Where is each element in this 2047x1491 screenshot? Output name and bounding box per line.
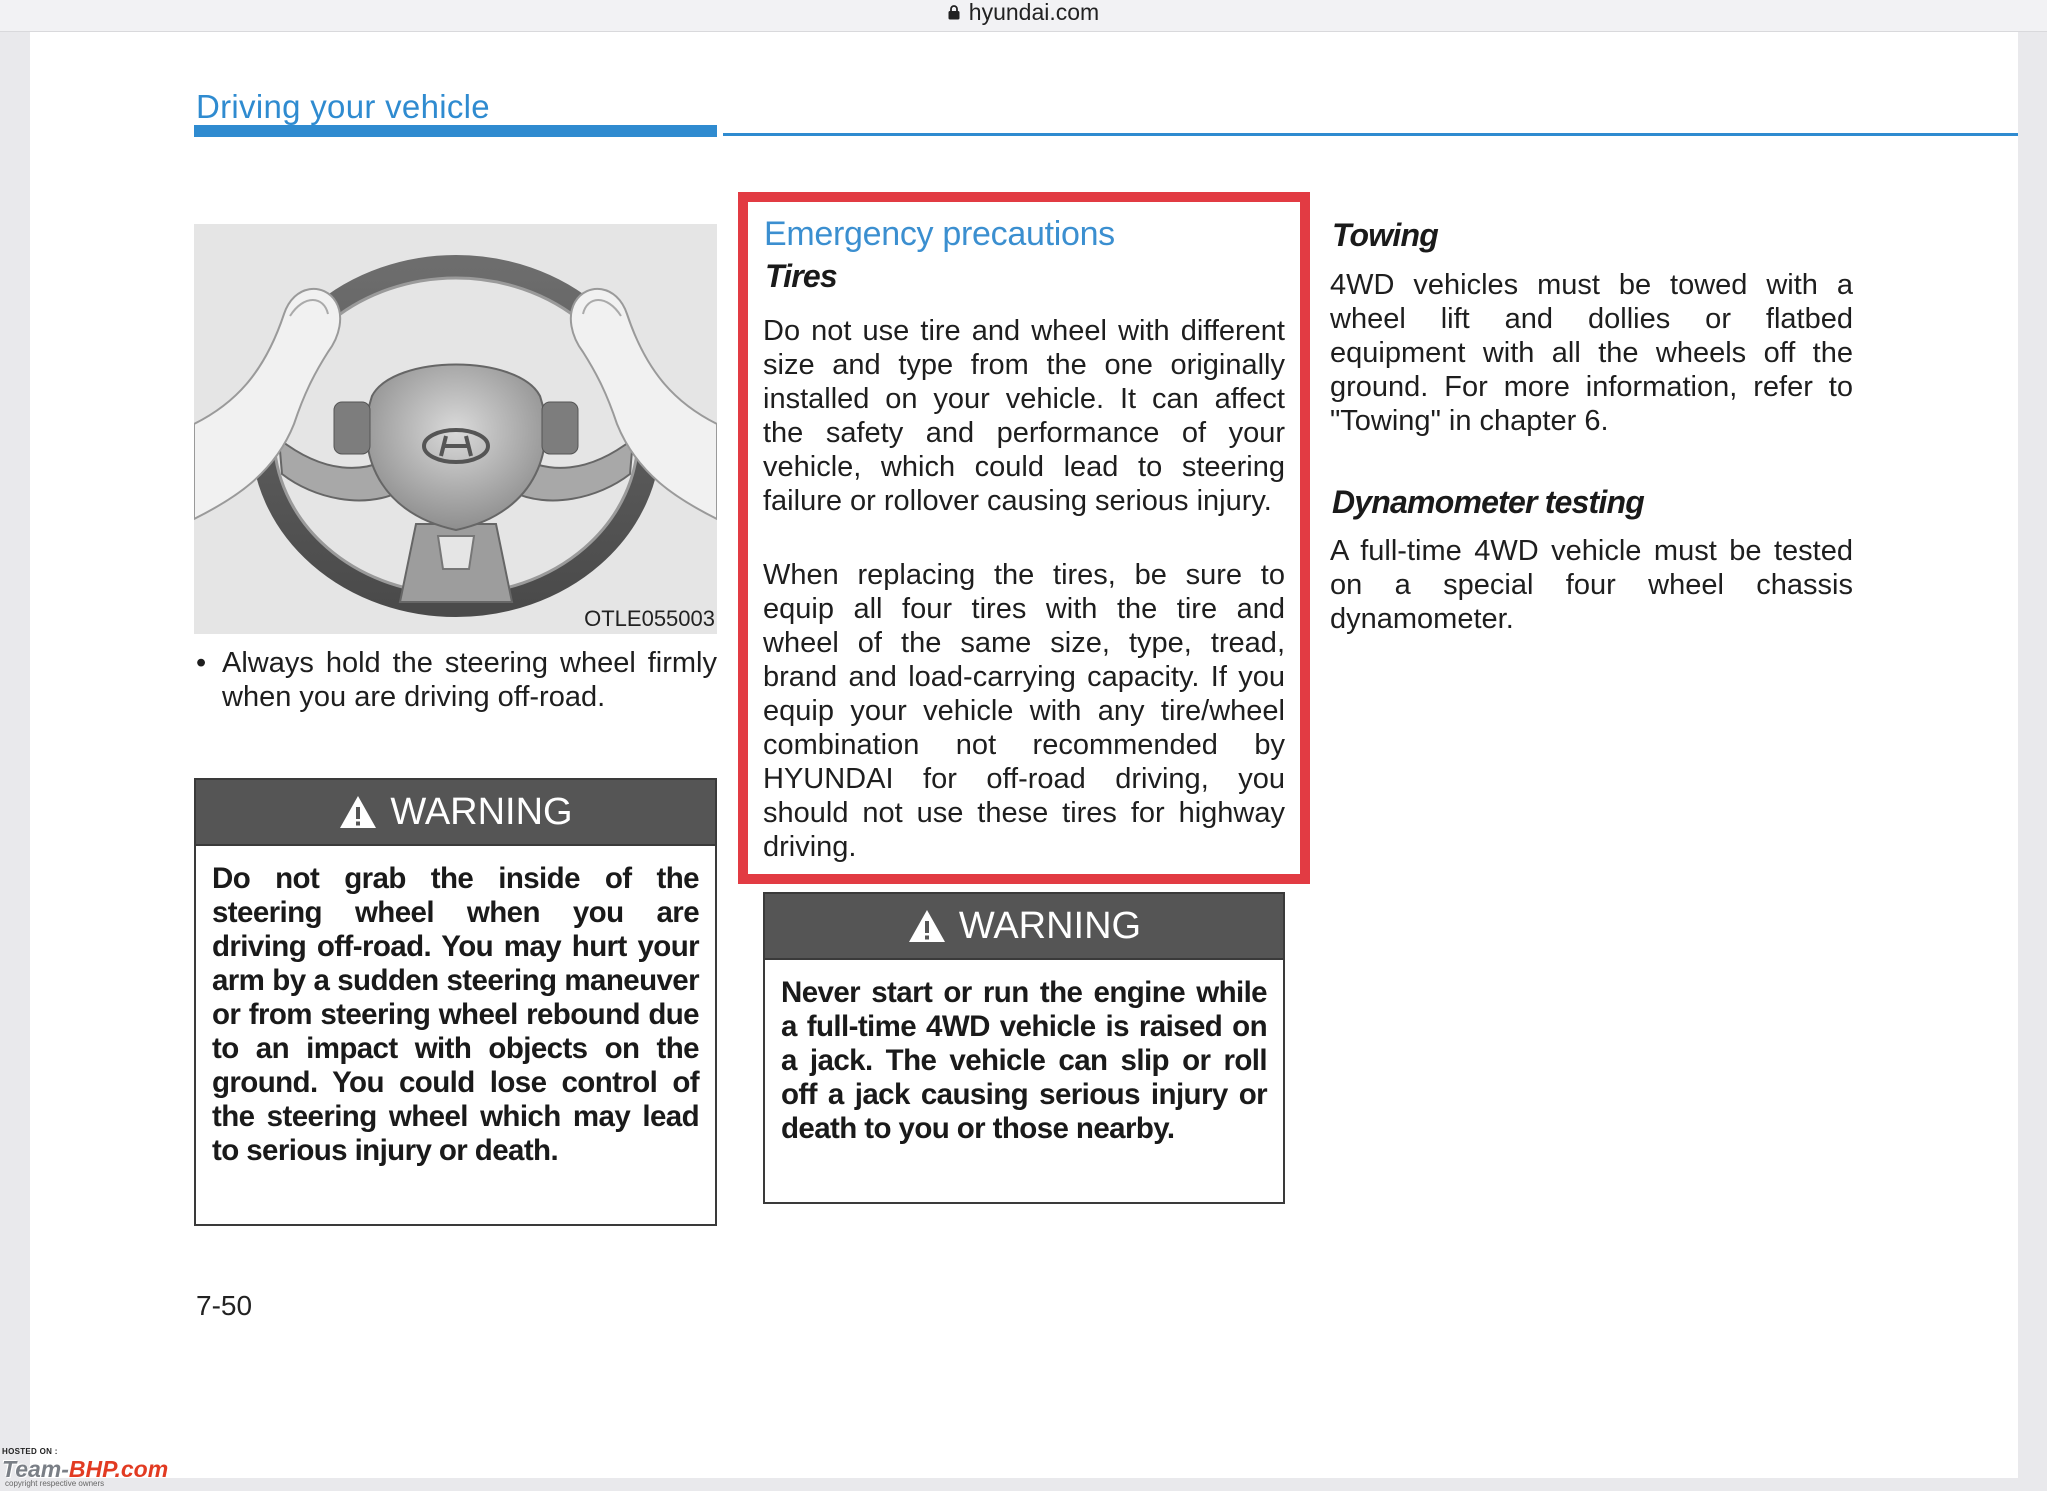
emergency-precautions-title: Emergency precautions: [764, 215, 1115, 253]
bullet-dot: •: [196, 647, 207, 679]
towing-heading: Towing: [1332, 217, 1438, 253]
warning-triangle-icon: [338, 794, 378, 830]
header-rule-thick: [194, 125, 717, 137]
watermark-suffix: BHP.com: [68, 1456, 169, 1482]
watermark-prefix: Team-: [2, 1456, 69, 1482]
warning-label: WARNING: [958, 904, 1142, 947]
manual-page: [30, 32, 2018, 1478]
dynamometer-paragraph: A full-time 4WD vehicle must be tested on a special four wheel chassis dynamometer.: [1330, 535, 1853, 635]
steering-wheel-illustration: [194, 224, 717, 634]
tires-paragraph-2: When replacing the tires, be sure to equip all four tires with the tire and wheel of the same size, type, tread, brand and load-carrying capacity. If you equip your vehicle with any tire/wheel combination not recommended by HYUNDAI for off-road driving, you should not use these tires for highway driving.: [763, 559, 1285, 863]
page-number: 7-50: [196, 1290, 253, 1321]
browser-url-bar[interactable]: [0, 0, 2047, 32]
hosted-on-label: HOSTED ON :: [2, 1447, 58, 1456]
warning-label: WARNING: [390, 790, 573, 833]
lock-icon: [948, 5, 960, 20]
warning-header: [765, 894, 1283, 960]
warning-header: [196, 780, 715, 846]
warning-box-jack: [763, 892, 1285, 1204]
bullet-item: [194, 646, 717, 714]
warning-text: Never start or run the engine while a full-time 4WD vehicle is raised on a jack. The vehicle can slip or roll off a jack causing serious injury or death to you or those nearby.: [781, 976, 1267, 1145]
tires-paragraph-1: Do not use tire and wheel with different size and type from the one originally installed on your vehicle. It can affect the safety and performance of your vehicle, which could lead to steering failure or rollover causing serious injury.: [763, 315, 1285, 517]
section-title: Driving your vehicle: [196, 88, 490, 125]
dynamometer-heading: Dynamometer testing: [1332, 484, 1644, 520]
warning-box-steering: [194, 778, 717, 1226]
warning-text: Do not grab the inside of the steering wheel when you are driving off-road. You may hurt your arm by a sudden steering maneuver or from steering wheel rebound due to an impact with objects on the ground. You could lose control of the steering wheel which may lead to serious injury or death.: [212, 862, 699, 1167]
url-domain: hyundai.com: [968, 0, 1100, 25]
figure-code: OTLE055003: [584, 606, 715, 631]
tires-heading: Tires: [765, 258, 837, 294]
watermark-copyright: copyright respective owners: [5, 1479, 105, 1488]
towing-paragraph: 4WD vehicles must be towed with a wheel lift and dollies or flatbed equipment with all the wheels off the ground. For more information, refer to "Towing" in chapter 6.: [1330, 269, 1853, 437]
steering-wheel-icon: [194, 224, 717, 634]
bullet-text: Always hold the steering wheel firmly when you are driving off-road.: [222, 647, 717, 713]
header-rule-thin: [723, 133, 2018, 136]
warning-triangle-icon: [907, 908, 947, 944]
